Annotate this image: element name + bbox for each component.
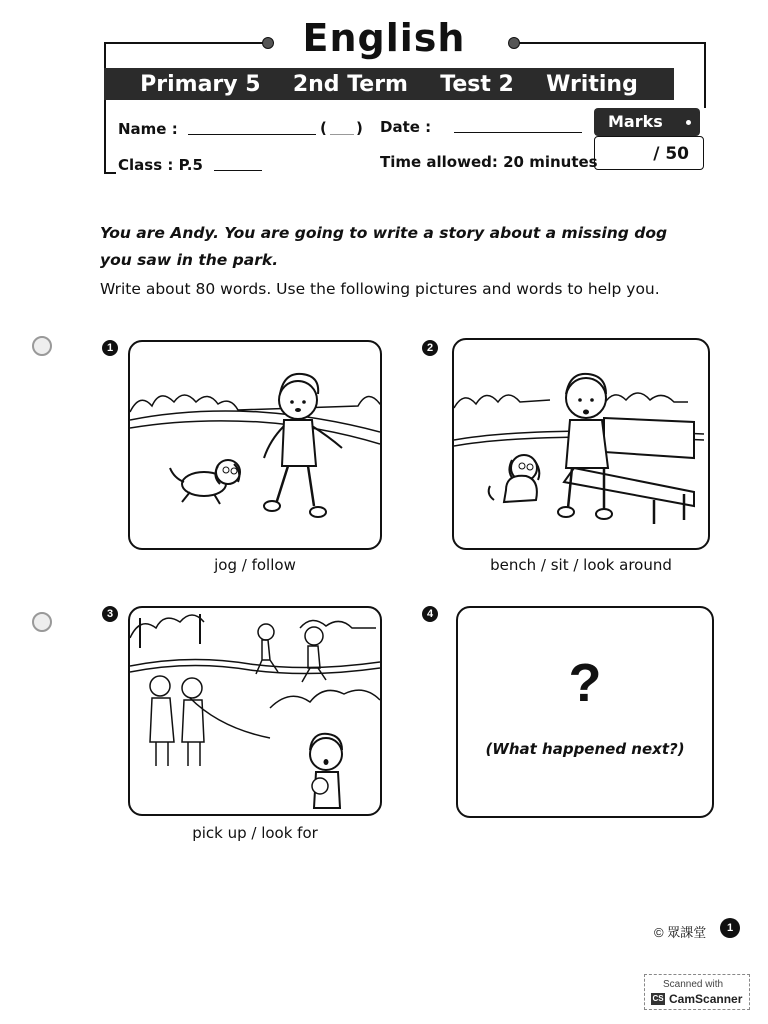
- banner-section: Writing: [546, 71, 638, 97]
- banner-term: 2nd Term: [292, 71, 408, 97]
- picture-panel-4: [456, 606, 714, 818]
- page-title: English: [302, 16, 466, 60]
- time-allowed: Time allowed: 20 minutes: [380, 153, 598, 171]
- marks-label: Marks: [608, 112, 663, 131]
- camscanner-logo-icon: CS: [652, 994, 664, 1003]
- marks-dot-icon: [686, 120, 691, 125]
- marks-tab: [594, 108, 700, 136]
- class-field[interactable]: [214, 170, 262, 171]
- class-number-paren-close: ): [356, 119, 363, 137]
- date-label: Date :: [380, 118, 432, 136]
- scanned-with-text: Scanned with: [663, 979, 724, 990]
- camscanner-watermark: [644, 974, 750, 1010]
- panel-3-number: 3: [102, 606, 118, 622]
- panel-2-number: 2: [422, 340, 438, 356]
- test-banner: [104, 68, 674, 100]
- page-number: 1: [720, 918, 740, 938]
- marks-total: / 50: [653, 144, 689, 164]
- publisher-credit: © 眾課堂: [654, 925, 707, 940]
- header-bracket-left-side: [104, 42, 106, 174]
- panel-1-number: 1: [102, 340, 118, 356]
- picture-panel-3: [128, 606, 382, 816]
- question-mark: ?: [568, 653, 602, 713]
- jogging-boy-and-dog-illustration: [130, 342, 380, 548]
- boy-on-bench-with-dog-illustration: [454, 340, 708, 548]
- punch-hole-bottom: [32, 612, 52, 632]
- picture-panel-2: [452, 338, 710, 550]
- date-field[interactable]: [454, 132, 582, 133]
- what-happened-next: (What happened next?): [485, 740, 685, 758]
- name-field[interactable]: [188, 134, 316, 135]
- panel-4-number: 4: [422, 606, 438, 622]
- picture-panel-1: [128, 340, 382, 550]
- punch-hole-top: [32, 336, 52, 356]
- instruction-task: You are Andy. You are going to write a story about a missing dog you saw in the park.: [100, 224, 668, 269]
- instruction-words: Write about 80 words. Use the following pictures and words to help you.: [100, 280, 660, 298]
- panel-2-caption: bench / sit / look around: [490, 556, 672, 574]
- panel-1-caption: jog / follow: [214, 556, 296, 574]
- marks-box[interactable]: [594, 136, 704, 170]
- class-number-field[interactable]: [330, 134, 354, 135]
- banner-primary: Primary 5: [140, 71, 261, 97]
- header-bracket-left-foot: [104, 172, 116, 174]
- park-search-illustration: [130, 608, 380, 814]
- camscanner-name: CamScanner: [669, 992, 743, 1006]
- name-label: Name :: [118, 120, 178, 138]
- banner-test: Test 2: [440, 71, 514, 97]
- panel-3-caption: pick up / look for: [192, 824, 318, 842]
- class-number-paren-open: (: [320, 119, 327, 137]
- class-label: Class : P.5: [118, 156, 203, 174]
